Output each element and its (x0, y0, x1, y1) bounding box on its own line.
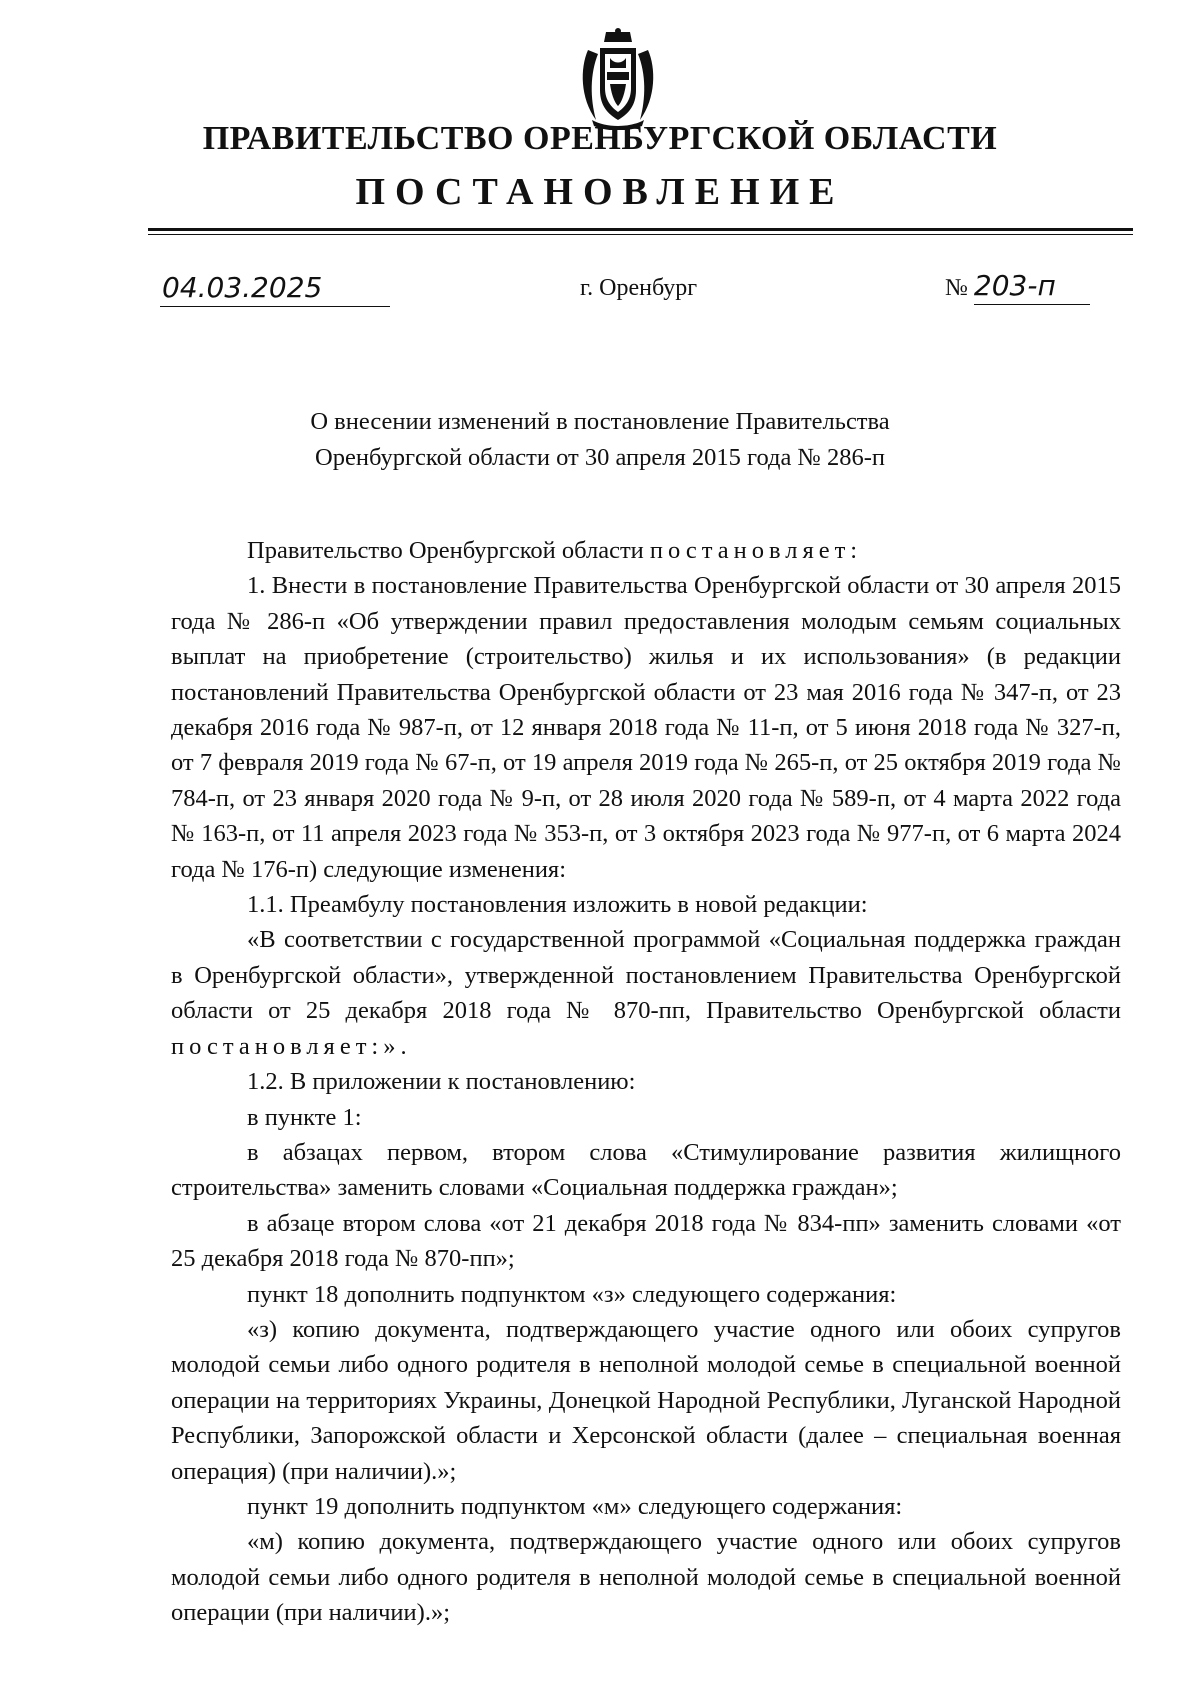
header-divider-thick (148, 228, 1133, 231)
preamble-verb: постановляет: (649, 537, 863, 564)
subject-line: О внесении изменений в постановление Правительства (310, 408, 890, 435)
paragraph: пункт 18 дополнить подпунктом «з» следующего содержания: (247, 1280, 897, 1308)
oren-coat-of-arms-icon (576, 28, 660, 130)
paragraph: в пункте 1: (247, 1103, 362, 1131)
paragraph: «з) копию документа, подтверждающего участие одного или обоих супругов молодой семьи либо одного родителя в неполной молодой семье в специальной военной операции на территориях Украины, Донецкой Народной Республики, Луганской Народной Республики, Запорожской области и Херсонской области (далее – специальная военная операция) (при наличии).»; (171, 1315, 1121, 1485)
paragraph: 1. Внести в постановление Правительства Оренбургской области от 30 апреля 2015 года № 286-п «Об утверждении правил предоставления молодым семьям социальных выплат на приобретение (строительство) жилья и их использования» (в редакции постановлений Правительства Оренбургской области от 23 мая 2016 года № 347-п, от 23 декабря 2016 года № 987-п, от 12 января 2018 года № 11-п, от 5 июня 2018 года № 327-п, от 7 февраля 2019 года № 67-п, от 19 апреля 2019 года № 265-п, от 25 октября 2019 года № 784-п, от 23 января 2020 года № 9-п, от 28 июля 2020 года № 589-п, от 4 марта 2022 года № 163-п, от 11 апреля 2023 года № 353-п, от 3 октября 2023 года № 977-п, от 6 марта 2024 года № 176-п) следующие изменения: (171, 572, 1121, 883)
preamble-text: Правительство Оренбургской области (247, 537, 644, 564)
paragraph: 1.2. В приложении к постановлению: (247, 1068, 636, 1096)
number-sign: № (945, 275, 968, 301)
paragraph: пункт 19 дополнить подпунктом «м» следующего содержания: (247, 1492, 903, 1520)
quote-text: «В соответствии с государственной программой «Социальная поддержка граждан в Оренбургской области», утвержденной постановлением Правительства Оренбургской области от 25 декабря 2018 года № 870-пп, Правительство Оренбургской области (171, 926, 1121, 1025)
document-city: г. Оренбург (580, 275, 698, 301)
number-value: 203-п (974, 268, 1090, 305)
organization-name: ПРАВИТЕЛЬСТВО ОРЕНБУРГСКОЙ ОБЛАСТИ (202, 120, 998, 157)
quote-verb: постановляет:». (171, 1032, 412, 1060)
document-type: ПОСТАНОВЛЕНИЕ (355, 171, 845, 213)
subject-line: Оренбургской области от 30 апреля 2015 года № 286-п (315, 444, 885, 471)
preamble (171, 533, 1121, 568)
header-divider-thin (148, 234, 1133, 235)
paragraph: «м) копию документа, подтверждающего участие одного или обоих супругов молодой семьи либо одного родителя в неполной молодой семье в специальной военной операции (при наличии).»; (171, 1528, 1121, 1627)
document-subject (0, 404, 1200, 476)
document-date: 04.03.2025 (160, 270, 390, 307)
quoted-preamble (171, 922, 1121, 1064)
paragraph: в абзаце втором слова «от 21 декабря 2018 года № 834-пп» заменить словами «от 25 декабря 2018 года № 870-пп»; (171, 1209, 1121, 1273)
document-body (171, 533, 1121, 1631)
document-number (945, 268, 1090, 306)
paragraph: в абзацах первом, втором слова «Стимулирование развития жилищного строительства» заменить словами «Социальная поддержка граждан»; (171, 1138, 1121, 1202)
paragraph: 1.1. Преамбулу постановления изложить в новой редакции: (247, 891, 868, 919)
